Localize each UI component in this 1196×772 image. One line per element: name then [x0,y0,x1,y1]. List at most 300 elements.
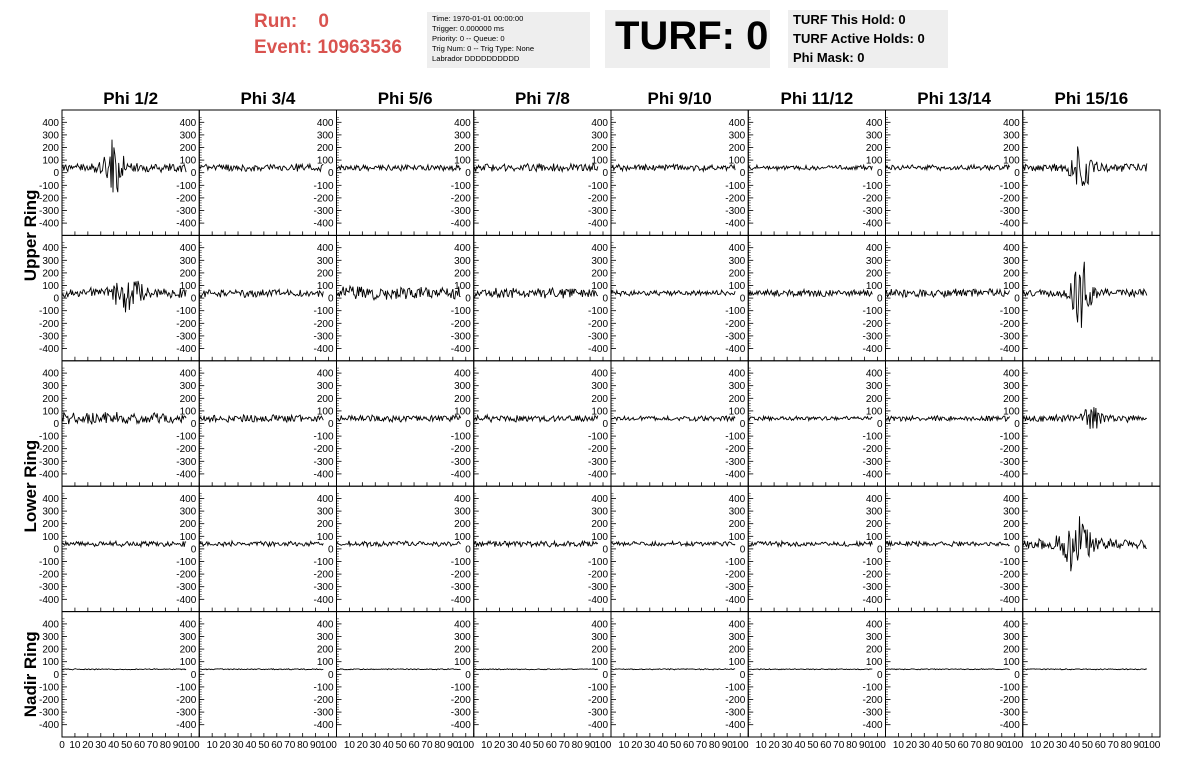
waveform-panel [451,361,611,486]
y-tick-label: 200 [316,644,334,656]
waveform-panel [725,110,885,235]
waveform-trace [748,416,872,420]
y-tick-label: 0 [876,544,883,556]
waveform-trace [474,541,598,547]
y-tick-label: -300 [313,456,334,468]
y-tick-label: 200 [179,644,197,656]
y-tick-label: 0 [1014,544,1020,556]
y-tick-label: 100 [591,155,608,167]
y-tick-label: -400 [38,344,59,355]
y-tick-label: 0 [327,669,334,681]
y-tick-label: 200 [591,143,608,154]
y-tick-label: -100 [862,557,883,568]
y-tick-label: -300 [862,456,883,468]
y-tick-label: 200 [728,268,746,280]
y-tick-label: 300 [179,130,197,142]
y-tick-label: 200 [1003,143,1020,154]
y-tick-label: 100 [42,406,59,418]
y-tick-label: 0 [876,669,883,681]
y-tick-label: 200 [42,268,59,280]
y-tick-label: 200 [316,268,334,280]
y-tick-label: -400 [725,344,746,355]
waveform-panel [1000,235,1160,360]
y-tick-label: 400 [865,117,883,129]
y-tick-label: -200 [999,444,1020,456]
waveform-panel [588,612,748,737]
waveform-panel [1000,110,1160,235]
y-tick-label: 100 [179,155,197,167]
y-tick-label: 100 [454,281,471,292]
y-tick-label: 100 [865,281,883,292]
y-tick-label: 100 [454,406,471,418]
x-tick-label: 80 [708,740,720,751]
y-tick-label: -300 [725,206,746,217]
waveform-trace [474,164,598,172]
waveform-panel [862,361,1022,486]
y-tick-label: 100 [1003,406,1020,418]
waveform-trace [748,290,872,297]
y-tick-label: 400 [42,494,59,505]
x-tick-label: 100 [869,740,886,751]
y-tick-label: -100 [999,306,1020,318]
y-tick-label: -100 [862,180,883,192]
y-tick-label: 0 [602,293,608,305]
y-tick-label: -400 [862,218,883,230]
x-tick-label: 30 [1055,740,1068,751]
y-tick-label: -100 [725,306,746,318]
row-group-label: Lower Ring [21,439,40,533]
y-tick-label: 200 [42,393,59,405]
y-tick-label: -200 [999,193,1020,205]
y-tick-label: 300 [316,381,334,393]
y-tick-label: -200 [313,318,334,330]
x-tick-label: 60 [133,740,146,751]
y-tick-label: 100 [865,155,883,167]
x-tick-label: 30 [369,740,381,751]
y-tick-label: 0 [190,419,197,430]
y-tick-label: 0 [465,544,471,556]
y-tick-label: 400 [591,117,608,129]
waveform-trace [337,669,461,670]
waveform-trace [886,416,1010,422]
y-tick-label: -400 [862,469,883,481]
x-tick-label: 10 [1030,740,1042,751]
y-tick-label: -300 [450,707,471,719]
x-tick-label: 0 [59,740,65,751]
x-tick-label: 50 [258,740,270,751]
y-tick-label: -100 [450,306,471,318]
y-tick-label: -300 [176,331,197,343]
y-tick-label: 100 [179,406,197,418]
waveform-trace [474,415,598,422]
y-tick-label: -200 [38,695,59,706]
waveform-panel [1000,612,1160,737]
y-tick-label: 100 [179,281,197,292]
y-tick-label: -100 [725,557,746,568]
y-tick-label: 300 [454,381,471,393]
waveform-trace [474,669,598,670]
y-tick-label: 400 [1003,243,1020,255]
info-time: Time: 1970-01-01 00:00:00 [432,14,524,23]
waveform-trace [1023,147,1147,186]
y-tick-label: -400 [999,594,1020,606]
y-tick-label: 0 [327,544,334,556]
info-priority: Priority: 0 -- Queue: 0 [432,34,505,43]
waveform-trace [886,542,1010,547]
y-tick-label: -400 [38,720,59,732]
y-tick-label: 0 [876,168,883,180]
x-tick-label: 60 [957,740,969,751]
waveform-trace [1023,262,1147,328]
x-tick-label: 70 [558,740,570,751]
column-header: Phi 5/6 [377,89,433,108]
y-tick-label: -100 [587,557,608,568]
y-tick-label: 100 [42,281,59,292]
y-tick-label: 400 [454,117,471,129]
y-tick-label: 400 [728,117,746,129]
y-tick-label: -200 [587,193,608,205]
y-tick-label: -300 [862,331,883,343]
y-tick-label: 100 [1003,281,1020,292]
y-tick-label: -300 [38,582,59,594]
x-tick-label: 40 [108,740,120,751]
y-tick-label: 200 [728,393,746,405]
waveform-trace [199,669,323,670]
waveform-trace [199,541,323,546]
waveform-panel [725,361,885,486]
waveform-trace [199,290,323,298]
y-tick-label: 0 [53,544,59,556]
y-tick-label: -300 [313,206,334,217]
x-tick-label: 100 [731,740,749,751]
y-tick-label: -200 [725,193,746,205]
y-tick-label: 400 [179,243,197,255]
y-tick-label: -400 [313,720,334,732]
y-tick-label: 200 [1003,519,1020,531]
info-trig-num: Trig Num: 0 -- Trig Type: None [432,44,535,53]
x-tick-label: 50 [395,740,407,751]
panel-frame [1023,110,1160,235]
y-tick-label: 400 [42,368,59,380]
row-group-label: Nadir Ring [21,631,40,718]
y-tick-label: -400 [999,218,1020,230]
y-tick-label: -100 [450,180,471,192]
y-tick-label: -200 [176,193,197,205]
y-tick-label: -400 [176,720,197,732]
y-tick-label: 200 [591,519,608,531]
y-tick-label: 0 [190,168,197,180]
waveform-trace [1023,669,1147,670]
x-tick-label: 90 [721,740,733,751]
y-tick-label: 400 [865,494,883,505]
y-tick-label: 300 [591,130,608,142]
y-tick-label: -200 [38,444,59,456]
event-label: Event: [254,37,313,58]
y-tick-label: -200 [313,444,334,456]
y-tick-label: 200 [728,519,746,531]
y-tick-label: -100 [725,431,746,443]
y-tick-label: -200 [587,318,608,330]
y-tick-label: 200 [865,393,883,405]
y-tick-label: 300 [454,632,471,643]
y-tick-label: 0 [53,419,59,430]
x-tick-label: 100 [1143,740,1161,751]
y-tick-label: 400 [42,619,59,631]
y-tick-label: 400 [316,243,334,255]
x-tick-label: 30 [95,740,107,751]
x-tick-label: 70 [970,740,982,751]
y-tick-label: 300 [591,506,608,518]
y-tick-label: -200 [999,695,1020,706]
y-tick-label: 0 [465,168,471,180]
y-tick-label: 400 [1003,619,1020,631]
panel-frame [1023,235,1160,360]
y-tick-label: 0 [1014,419,1020,430]
y-tick-label: 100 [316,531,334,543]
y-tick-label: -200 [725,569,746,581]
y-tick-label: -400 [999,720,1020,732]
y-tick-label: -200 [725,318,746,330]
y-tick-label: 300 [1003,632,1020,643]
waveform-panel [313,361,473,486]
y-tick-label: -200 [450,695,471,706]
y-tick-label: -100 [450,557,471,568]
run-value: 0 [318,11,329,32]
y-tick-label: -100 [725,180,746,192]
y-tick-label: 100 [179,531,197,543]
y-tick-label: -200 [587,569,608,581]
y-tick-label: 100 [728,406,746,418]
y-tick-label: 300 [179,255,197,267]
y-tick-label: -400 [450,344,471,355]
waveform-trace [886,165,1010,171]
x-tick-label: 20 [1043,740,1055,751]
waveform-trace [1023,516,1147,571]
y-tick-label: -200 [587,695,608,706]
x-tick-label: 40 [657,740,669,751]
column-header: Phi 11/12 [780,89,854,108]
waveform-trace [62,412,186,424]
y-tick-label: -200 [450,444,471,456]
y-tick-label: 0 [465,419,471,430]
y-tick-label: 0 [1014,293,1020,305]
x-tick-label: 10 [206,740,218,751]
waveform-trace [748,669,872,670]
y-tick-label: 200 [42,644,59,656]
x-tick-label: 20 [494,740,506,751]
y-tick-label: 300 [591,381,608,393]
y-tick-label: 100 [316,155,334,167]
y-tick-label: -400 [450,218,471,230]
y-tick-label: -300 [587,582,608,594]
y-tick-label: -400 [999,344,1020,355]
y-tick-label: 400 [454,243,471,255]
x-tick-label: 70 [695,740,708,751]
y-tick-label: -400 [862,594,883,606]
waveform-trace [611,165,735,172]
y-tick-label: 100 [728,155,746,167]
y-tick-label: -300 [725,707,746,719]
y-tick-label: 400 [1003,117,1020,129]
x-tick-label: 100 [457,740,475,751]
y-tick-label: 300 [865,506,883,518]
y-tick-label: 100 [42,155,59,167]
y-tick-label: -200 [450,318,471,330]
y-tick-label: -400 [313,469,334,481]
y-tick-label: 400 [179,117,197,129]
y-tick-label: 300 [728,506,746,518]
y-tick-label: 400 [728,243,746,255]
y-tick-label: 100 [728,531,746,543]
y-tick-label: 400 [728,368,746,380]
x-tick-label: 30 [232,740,244,751]
y-tick-label: -200 [862,695,883,706]
x-tick-label: 70 [284,740,296,751]
row-group-label: Upper Ring [21,189,40,282]
y-tick-label: -300 [176,582,197,594]
y-tick-label: 100 [316,657,334,669]
y-tick-label: 400 [42,117,59,129]
y-tick-label: 100 [591,281,608,292]
y-tick-label: -100 [176,557,197,568]
x-tick-label: 10 [618,740,630,751]
y-tick-label: 400 [1003,494,1020,505]
y-tick-label: 300 [42,632,59,643]
y-tick-label: -100 [38,431,59,443]
y-tick-label: 300 [42,381,59,393]
y-tick-label: 300 [1003,381,1020,393]
y-tick-label: -300 [38,456,59,468]
y-tick-label: 300 [42,130,59,142]
waveform-trace [199,164,323,172]
waveform-panel [313,612,473,737]
y-tick-label: -400 [176,469,197,481]
y-tick-label: 400 [728,619,746,631]
x-tick-label: 10 [892,740,904,751]
y-tick-label: -400 [450,720,471,732]
y-tick-label: 200 [454,644,471,656]
waveform-panel [451,110,611,235]
y-tick-label: 400 [1003,368,1020,380]
x-tick-label: 40 [794,740,806,751]
y-tick-label: 200 [454,519,471,531]
x-tick-label: 90 [447,740,459,751]
waveform-trace [474,288,598,299]
y-tick-label: -400 [862,720,883,732]
y-tick-label: 200 [1003,644,1020,656]
y-tick-label: -100 [862,431,883,443]
y-tick-label: -300 [862,582,883,594]
x-tick-label: 100 [594,740,612,751]
waveform-trace [611,416,735,421]
waveform-panel [313,486,473,611]
y-tick-label: 200 [591,644,608,656]
y-tick-label: 0 [876,293,883,305]
y-tick-label: 400 [591,243,608,255]
y-tick-label: 300 [1003,255,1020,267]
y-tick-label: 200 [454,393,471,405]
y-tick-label: -100 [587,682,608,694]
x-tick-label: 60 [408,740,420,751]
y-tick-label: 0 [1014,669,1020,681]
y-tick-label: -300 [999,707,1020,719]
y-tick-label: -100 [176,180,197,192]
y-tick-label: 400 [179,619,197,631]
y-tick-label: -300 [450,456,471,468]
waveform-panel [451,612,611,737]
x-tick-label: 60 [271,740,283,751]
waveform-trace [611,541,735,546]
y-tick-label: -200 [862,193,883,205]
y-tick-label: 100 [42,531,59,543]
y-tick-label: -400 [587,594,608,606]
x-tick-label: 20 [82,740,94,751]
waveform-trace [748,165,872,170]
y-tick-label: -400 [999,469,1020,481]
y-tick-label: 400 [316,117,334,129]
y-tick-label: -200 [38,318,59,330]
y-tick-label: 400 [42,243,59,255]
y-tick-label: -100 [587,180,608,192]
y-tick-label: -300 [587,456,608,468]
y-tick-label: -100 [999,557,1020,568]
waveform-panel [176,110,336,235]
y-tick-label: 300 [454,255,471,267]
y-tick-label: -300 [176,206,197,217]
y-tick-label: 200 [1003,268,1020,280]
y-tick-label: -100 [587,431,608,443]
panel-frame [1023,361,1160,486]
y-tick-label: -400 [587,720,608,732]
x-tick-label: 70 [421,740,433,751]
y-tick-label: -200 [176,695,197,706]
y-tick-label: -100 [450,682,471,694]
y-tick-label: 400 [179,368,197,380]
y-tick-label: 300 [42,506,59,518]
waveform-panel [176,612,336,737]
y-tick-label: 400 [454,368,471,380]
y-tick-label: -400 [313,594,334,606]
y-tick-label: -400 [862,344,883,355]
x-tick-label: 80 [846,740,858,751]
y-tick-label: 300 [316,632,334,643]
y-tick-label: -200 [313,695,334,706]
y-tick-label: 100 [591,406,608,418]
y-tick-label: -300 [176,707,197,719]
y-tick-label: 0 [190,544,197,556]
waveform-trace [611,290,735,296]
y-tick-label: -400 [176,344,197,355]
y-tick-label: 300 [865,632,883,643]
x-tick-label: 80 [159,740,171,751]
x-tick-label: 70 [146,740,159,751]
waveform-trace [62,541,186,547]
x-tick-label: 100 [182,740,200,751]
waveform-panel [725,612,885,737]
turf-this-hold: TURF This Hold: 0 [793,12,906,27]
waveform-trace [611,669,735,670]
y-tick-label: -300 [587,707,608,719]
y-tick-label: -400 [176,218,197,230]
y-tick-label: 0 [739,669,746,681]
y-tick-label: 300 [1003,506,1020,518]
column-header: Phi 15/16 [1054,89,1129,108]
waveform-panel [313,235,473,360]
y-tick-label: 300 [316,130,334,142]
waveform-panel [862,235,1022,360]
y-tick-label: 200 [591,393,608,405]
y-tick-label: -200 [38,193,59,205]
